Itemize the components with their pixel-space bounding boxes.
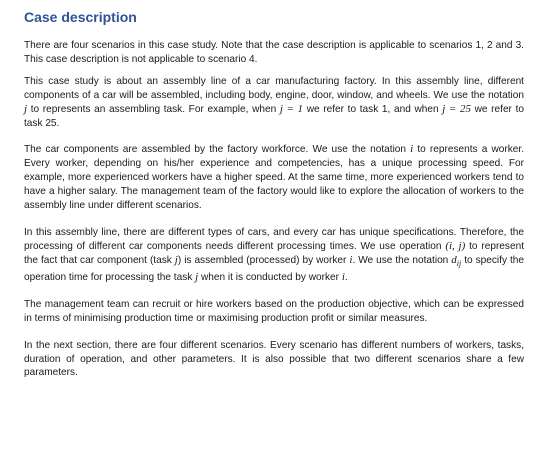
math-i: i bbox=[341, 270, 345, 283]
text-run: In this assembly line, there are different types of cars, and every car has unique specifications. Therefore, the processing of different car components needs different processing times. We use operation bbox=[24, 226, 524, 252]
case-description-document bbox=[24, 8, 524, 380]
text-run: . bbox=[344, 271, 348, 283]
text-run: when it is conducted by worker bbox=[198, 271, 342, 283]
paragraph-next-section: In the next section, there are four different scenarios. Every scenario has different numbers of workers, tasks, duration of operation, and other parameters. It is also possible that two different scenarios share a few parameters. bbox=[24, 339, 524, 379]
paragraph-assembly-line bbox=[24, 75, 524, 131]
text-run: to represents a worker. Every worker, depending on his/her experience and competencies, has a unique processing speed. For example, more experienced workers have a higher speed. At the same time, more experienced workers tend to have a higher salary. The management team of the factory would like to explore the allocation of workers to the assembly line under different scenarios. bbox=[24, 144, 524, 212]
text-run: we refer to task 1, and when bbox=[303, 103, 443, 115]
paragraph-management: The management team can recruit or hire workers based on the production objective, which can be expressed in terms of minimising production time or maximising production profit or similar measures. bbox=[24, 298, 524, 324]
math-j-equals-1: j = 1 bbox=[279, 102, 304, 115]
text-run: The car components are assembled by the factory workforce. We use the notation bbox=[24, 144, 411, 156]
math-i: i bbox=[349, 253, 353, 266]
math-i: i bbox=[410, 143, 414, 156]
math-d-ij bbox=[451, 254, 461, 266]
math-j: j bbox=[195, 270, 199, 283]
section-heading: Case description bbox=[24, 9, 137, 25]
text-run: . We use the notation bbox=[352, 254, 452, 266]
text-run: to represents an assembling task. For example, when bbox=[27, 103, 280, 115]
text-run: we refer to task 25. bbox=[24, 103, 524, 129]
math-d: d bbox=[451, 253, 457, 266]
text-run: This case study is about an assembly line of a car manufacturing factory. In this assembly line, different components of a car will be assembled, including body, engine, door, window, and wheels. We use the notation bbox=[24, 75, 524, 101]
text-run: to represent the fact that car component (task bbox=[24, 240, 524, 266]
math-operation-ij: (i, j) bbox=[445, 239, 466, 252]
paragraph-operations bbox=[24, 226, 524, 285]
math-j: j bbox=[174, 253, 178, 266]
paragraph-workforce bbox=[24, 143, 524, 213]
math-j: j bbox=[24, 102, 28, 115]
math-subscript-ij: ij bbox=[456, 258, 462, 268]
text-run: to specify the operation time for processing the task bbox=[24, 254, 525, 283]
text-run: ) is assembled (processed) by worker bbox=[177, 254, 350, 266]
paragraph-scenarios-note: There are four scenarios in this case study. Note that the case description is applicable to scenarios 1, 2 and 3. This case description is not applicable to scenario 4. bbox=[24, 40, 524, 65]
math-j-equals-25: j = 25 bbox=[442, 102, 471, 115]
